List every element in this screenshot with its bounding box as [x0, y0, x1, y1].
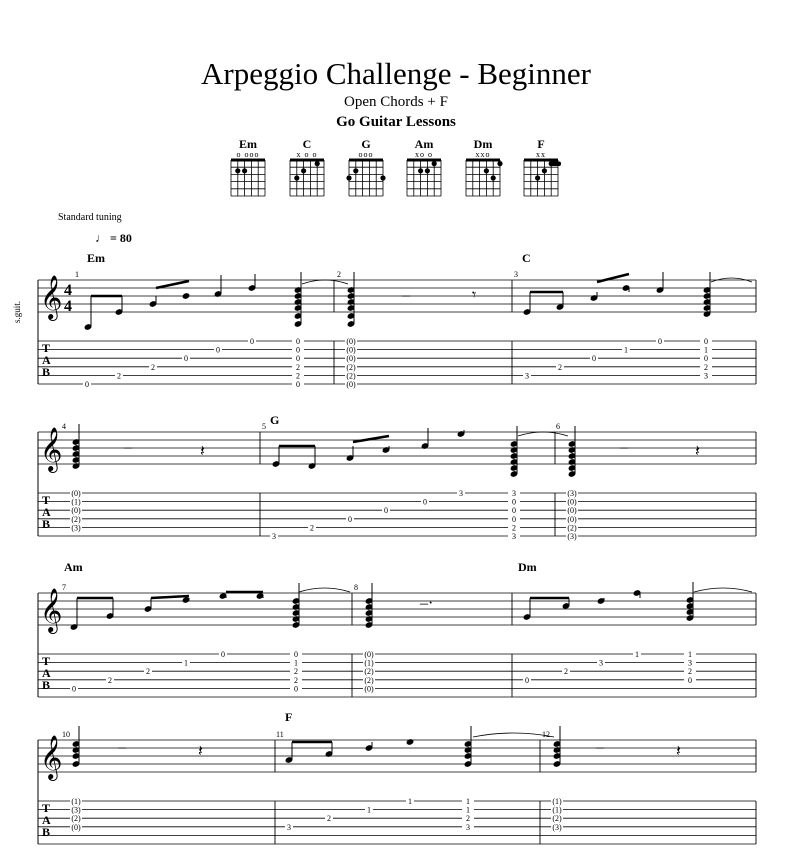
- tab-number: (3): [567, 489, 577, 498]
- tab-number: (1): [71, 497, 81, 507]
- tab-number: (0): [71, 506, 81, 516]
- tab-number: 0: [525, 675, 529, 685]
- tab-number: (3): [71, 523, 81, 533]
- chord-open-mute-markers: xxo: [475, 150, 491, 159]
- rest-icon: 𝄽: [695, 443, 700, 460]
- tab-clef-letter: T: [42, 341, 51, 355]
- tab-number: 2: [146, 667, 150, 677]
- tab-number: (0): [346, 380, 356, 389]
- tab-number: 0: [423, 497, 427, 507]
- treble-clef-icon: 𝄞: [40, 429, 63, 471]
- tab-number: 3: [599, 658, 603, 668]
- note-beam: [597, 274, 629, 282]
- chord-symbol-am: Am: [64, 560, 83, 574]
- tab-number: 0: [296, 337, 300, 346]
- tab-number: 2: [294, 675, 298, 685]
- tab-number: (2): [71, 814, 81, 824]
- system-3: [38, 583, 756, 697]
- tab-clef-letter: B: [42, 517, 51, 531]
- rest-icon: –: [620, 439, 628, 456]
- tab-clef-letter: T: [42, 654, 51, 668]
- tab-number: 1: [624, 345, 628, 355]
- tab-number: 3: [525, 371, 529, 381]
- rest-icon: –: [118, 739, 126, 756]
- chord-open-mute-markers: ooo: [358, 150, 374, 159]
- tie-arc: [518, 432, 568, 436]
- tab-number: (2): [364, 667, 374, 677]
- song-subtitle: Open Chords + F: [344, 94, 448, 110]
- tab-number: 1: [635, 650, 639, 659]
- measure-number: 3: [514, 270, 518, 279]
- chord-diagram-name: Am: [414, 137, 434, 151]
- tab-number: 1: [466, 805, 470, 815]
- note-beam: [156, 281, 189, 288]
- treble-clef-icon: 𝄞: [40, 737, 63, 779]
- tab-clef-letter: B: [42, 825, 51, 839]
- tab-number: 0: [512, 497, 516, 507]
- measure-number: 2: [337, 270, 341, 279]
- tab-number: 2: [294, 667, 298, 677]
- tab-number: 0: [296, 345, 300, 355]
- rest-icon: –·: [420, 595, 434, 612]
- tab-number: 2: [466, 814, 470, 824]
- chord-symbol-g: G: [270, 413, 280, 427]
- rest-icon: –: [596, 739, 604, 756]
- instrument-label: s.guit.: [12, 300, 22, 323]
- song-artist: Go Guitar Lessons: [336, 114, 456, 130]
- tab-number: 1: [294, 658, 298, 668]
- tab-number: 0: [348, 514, 352, 524]
- tab-number: 3: [466, 822, 470, 832]
- tab-number: (2): [346, 362, 356, 372]
- tab-number: 0: [704, 337, 708, 346]
- measure-number: 7: [62, 583, 66, 592]
- chord-diagram-name: F: [537, 137, 545, 151]
- tab-number: 1: [704, 345, 708, 355]
- tab-number: (2): [71, 514, 81, 524]
- rest-icon: 𝄽: [676, 743, 681, 760]
- tab-number: (0): [71, 822, 81, 832]
- rest-icon: 𝄽: [198, 743, 203, 760]
- tab-number: 3: [272, 532, 276, 541]
- tab-number: 3: [512, 489, 516, 498]
- tab-number: 3: [287, 822, 291, 832]
- tie-arc: [302, 280, 348, 284]
- chord-diagram-name: C: [302, 137, 312, 151]
- tab-number: 2: [296, 362, 300, 372]
- chord-open-mute-markers: xo o: [415, 150, 433, 159]
- tab-number: (0): [346, 354, 356, 364]
- measure-number: 1: [75, 270, 79, 279]
- tab-number: 0: [296, 354, 300, 364]
- tab-number: 0: [704, 354, 708, 364]
- chord-symbol-dm: Dm: [518, 560, 537, 574]
- tab-number: (3): [552, 822, 562, 832]
- chord-symbol-c: C: [522, 251, 531, 265]
- rest-icon: 𝄽: [200, 443, 205, 460]
- tab-clef-letter: T: [42, 493, 51, 507]
- tab-number: 3: [688, 658, 692, 668]
- tab-number: (0): [364, 650, 374, 659]
- quarter-note-icon: ♩: [95, 231, 107, 245]
- tab-number: 2: [704, 362, 708, 372]
- tab-number: 1: [184, 658, 188, 668]
- treble-clef-icon: 𝄞: [40, 590, 63, 632]
- time-signature-bottom: 4: [64, 298, 72, 315]
- measure-number: 6: [556, 422, 560, 431]
- chord-symbol-em: Em: [87, 251, 105, 265]
- chord-diagram-name: G: [361, 137, 371, 151]
- tab-number: 2: [327, 814, 331, 824]
- tab-clef-letter: A: [42, 813, 51, 827]
- tab-number: 3: [459, 489, 463, 498]
- measure-number: 4: [62, 422, 66, 431]
- time-signature-top: 4: [64, 282, 72, 299]
- tab-number: (0): [567, 514, 577, 524]
- tab-number: 3: [512, 532, 516, 541]
- rest-icon: –: [124, 439, 132, 456]
- notehead: [182, 292, 191, 300]
- tab-clef-letter: B: [42, 365, 51, 379]
- tab-number: 0: [72, 684, 76, 694]
- note-beam: [353, 436, 389, 442]
- tab-number: 0: [512, 514, 516, 524]
- tab-clef-letter: T: [42, 801, 51, 815]
- tab-number: 0: [294, 684, 298, 694]
- tab-number: (2): [346, 371, 356, 381]
- measure-number: 12: [542, 730, 550, 739]
- tuning-label: Standard tuning: [58, 212, 122, 223]
- tab-number: 0: [658, 337, 662, 346]
- tab-number: 1: [688, 650, 692, 659]
- system-1: [38, 270, 756, 384]
- tab-number: 0: [512, 506, 516, 516]
- tab-number: (2): [567, 523, 577, 533]
- rest-icon: 𝄾: [472, 287, 477, 304]
- tab-number: (0): [567, 497, 577, 507]
- notehead: [406, 738, 415, 746]
- tab-number: 0: [384, 506, 388, 516]
- measure-number: 8: [354, 583, 358, 592]
- tab-number: (1): [552, 805, 562, 815]
- tab-number: (2): [552, 814, 562, 824]
- tab-number: 0: [250, 337, 254, 346]
- tab-number: 0: [294, 650, 298, 659]
- tie-arc: [694, 588, 752, 592]
- treble-clef-icon: 𝄞: [40, 277, 63, 319]
- tab-number: 2: [512, 523, 516, 533]
- tie-arc: [299, 588, 350, 592]
- tab-number: 0: [85, 380, 89, 389]
- tab-clef-letter: A: [42, 353, 51, 367]
- tab-number: 0: [592, 354, 596, 364]
- tab-number: 0: [184, 354, 188, 364]
- tab-number: 0: [216, 345, 220, 355]
- tab-number: (0): [364, 684, 374, 694]
- system-2: [38, 422, 756, 536]
- tab-number: (0): [71, 489, 81, 498]
- measure-number: 5: [262, 422, 266, 431]
- chord-open-mute-markers: o ooo: [236, 150, 260, 159]
- tab-number: 2: [564, 667, 568, 677]
- tab-number: 0: [296, 380, 300, 389]
- note-beam: [151, 596, 189, 598]
- chord-diagram-name: Dm: [473, 137, 493, 151]
- tab-number: 2: [151, 362, 155, 372]
- tab-number: 2: [558, 362, 562, 372]
- tab-number: 2: [688, 667, 692, 677]
- tab-number: (0): [567, 506, 577, 516]
- tab-number: 2: [117, 371, 121, 381]
- tab-number: 1: [466, 797, 470, 806]
- tab-number: 1: [367, 805, 371, 815]
- measure-number: 11: [276, 730, 284, 739]
- tab-number: 0: [688, 675, 692, 685]
- tab-number: (2): [364, 675, 374, 685]
- chord-open-mute-markers: xx: [536, 150, 546, 159]
- tab-number: 2: [310, 523, 314, 533]
- tab-clef-letter: A: [42, 666, 51, 680]
- tab-number: (3): [567, 532, 577, 541]
- tab-number: (0): [346, 337, 356, 346]
- tab-number: (3): [71, 805, 81, 815]
- chord-open-mute-markers: x o o: [296, 150, 318, 159]
- tab-number: 2: [296, 371, 300, 381]
- tab-clef-letter: B: [42, 678, 51, 692]
- chord-symbol-f: F: [285, 710, 293, 724]
- measure-number: 10: [62, 730, 70, 739]
- tab-number: 3: [704, 371, 708, 381]
- tab-number: 1: [408, 797, 412, 806]
- rest-icon: –: [402, 287, 410, 304]
- tab-clef-letter: A: [42, 505, 51, 519]
- tab-number: (1): [71, 797, 81, 806]
- tab-number: (1): [364, 658, 374, 668]
- system-4: [38, 730, 756, 844]
- tab-number: (0): [346, 345, 356, 355]
- song-title: Arpeggio Challenge - Beginner: [201, 56, 591, 91]
- tab-number: (1): [552, 797, 562, 806]
- chord-diagram-name: Em: [239, 137, 257, 151]
- tab-number: 0: [221, 650, 225, 659]
- tempo-value: = 80: [110, 231, 132, 245]
- tab-number: 2: [108, 675, 112, 685]
